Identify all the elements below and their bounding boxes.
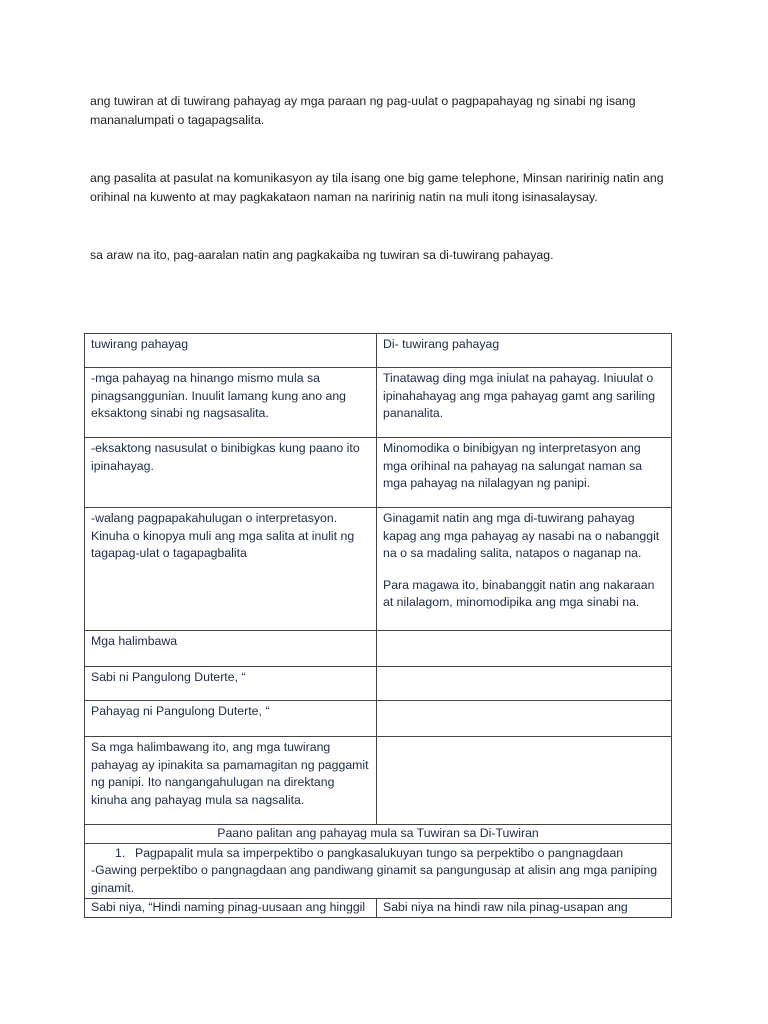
cell-left: Sa mga halimbawang ito, ang mga tuwirang pahayag ay ipinakita sa pamamagitan ng paggamit ng panipi. Ito nangangahulugan na direktang kinuha ang pahayag mula sa nagsalita.	[85, 737, 377, 825]
cell-right	[377, 508, 672, 631]
cell-right	[377, 701, 672, 737]
table-row	[85, 701, 672, 737]
section-note: -Gawing perpektibo o pangnagdaan ang pandiwang ginamit sa pangungusap at alisin ang mga paniping ginamit.	[91, 863, 658, 895]
section-body	[85, 843, 672, 899]
cell-left: -eksaktong nasusulat o binibigkas kung paano ito ipinahayag.	[85, 438, 377, 508]
header-di-tuwiran: Di- tuwirang pahayag	[377, 334, 672, 368]
numbered-item	[91, 845, 665, 863]
table-row	[85, 508, 672, 631]
table-row	[85, 438, 672, 508]
cell-right	[377, 667, 672, 701]
section-title: Paano palitan ang pahayag mula sa Tuwiran sa Di-Tuwiran	[85, 825, 672, 844]
table-row	[85, 737, 672, 825]
cell-left: Sabi ni Pangulong Duterte, “	[85, 667, 377, 701]
item-number: 1.	[115, 845, 126, 860]
table-row	[85, 667, 672, 701]
section-title-row	[85, 825, 672, 844]
cell-right	[377, 737, 672, 825]
table-row	[85, 631, 672, 667]
example-left: Sabi niya, “Hindi naming pinag-uusaan ang hinggil	[85, 899, 377, 918]
cell-right-text-1: Ginagamit natin ang mga di-tuwirang pahayag kapag ang mga pahayag ay nasabi na o nabanggit na o sa madaling salita, natapos o naganap na.	[383, 511, 660, 560]
intro-paragraph-2: ang pasalita at pasulat na komunikasyon ay tila isang one big game telephone, Minsan naririnig natin ang orihinal na kuwento at may pagkakataon naman na naririnig natin na muli itong isinasalaysay.	[90, 171, 664, 204]
comparison-table	[84, 333, 672, 918]
intro-paragraph-1: ang tuwiran at di tuwirang pahayag ay mga paraan ng pag-uulat o pagpapahayag ng sinabi ng isang mananalumpati o tagapagsalita.	[90, 94, 636, 127]
item-text: Pagpapalit mula sa imperpektibo o pangkasalukuyan tungo sa perpektibo o pangnagdaan	[135, 845, 624, 860]
table-header-row	[85, 334, 672, 368]
intro-paragraph-3: sa araw na ito, pag-aaralan natin ang pagkakaiba ng tuwiran sa di-tuwirang pahayag.	[90, 248, 554, 262]
cell-left: -mga pahayag na hinango mismo mula sa pinagsanggunian. Inuulit lamang kung ano ang eksaktong sinabi ng nagsasalita.	[85, 368, 377, 438]
cell-right	[377, 631, 672, 667]
section-body-row	[85, 843, 672, 899]
cell-right-text-2: Para magawa ito, binabanggit natin ang nakaraan at nilalagom, minomodipika ang mga sinabi na.	[383, 577, 655, 609]
header-tuwiran: tuwirang pahayag	[85, 334, 377, 368]
table-row	[85, 368, 672, 438]
example-right: Sabi niya na hindi raw nila pinag-usapan ang	[377, 899, 672, 918]
cell-right: Minomodika o binibigyan ng interpretasyon ang mga orihinal na pahayag na salungat naman sa mga pahayag na nilalagyan ng panipi.	[377, 438, 672, 508]
example-row	[85, 899, 672, 918]
cell-left: -walang pagpapakahulugan o interpretasyon. Kinuha o kinopya muli ang mga salita at inulit ng tagapag-ulat o tagapagbalita	[85, 508, 377, 631]
cell-left: Pahayag ni Pangulong Duterte, “	[85, 701, 377, 737]
cell-left: Mga halimbawa	[85, 631, 377, 667]
cell-right: Tinatawag ding mga iniulat na pahayag. Iniuulat o ipinahahayag ang mga pahayag gamt ang sariling pananalita.	[377, 368, 672, 438]
